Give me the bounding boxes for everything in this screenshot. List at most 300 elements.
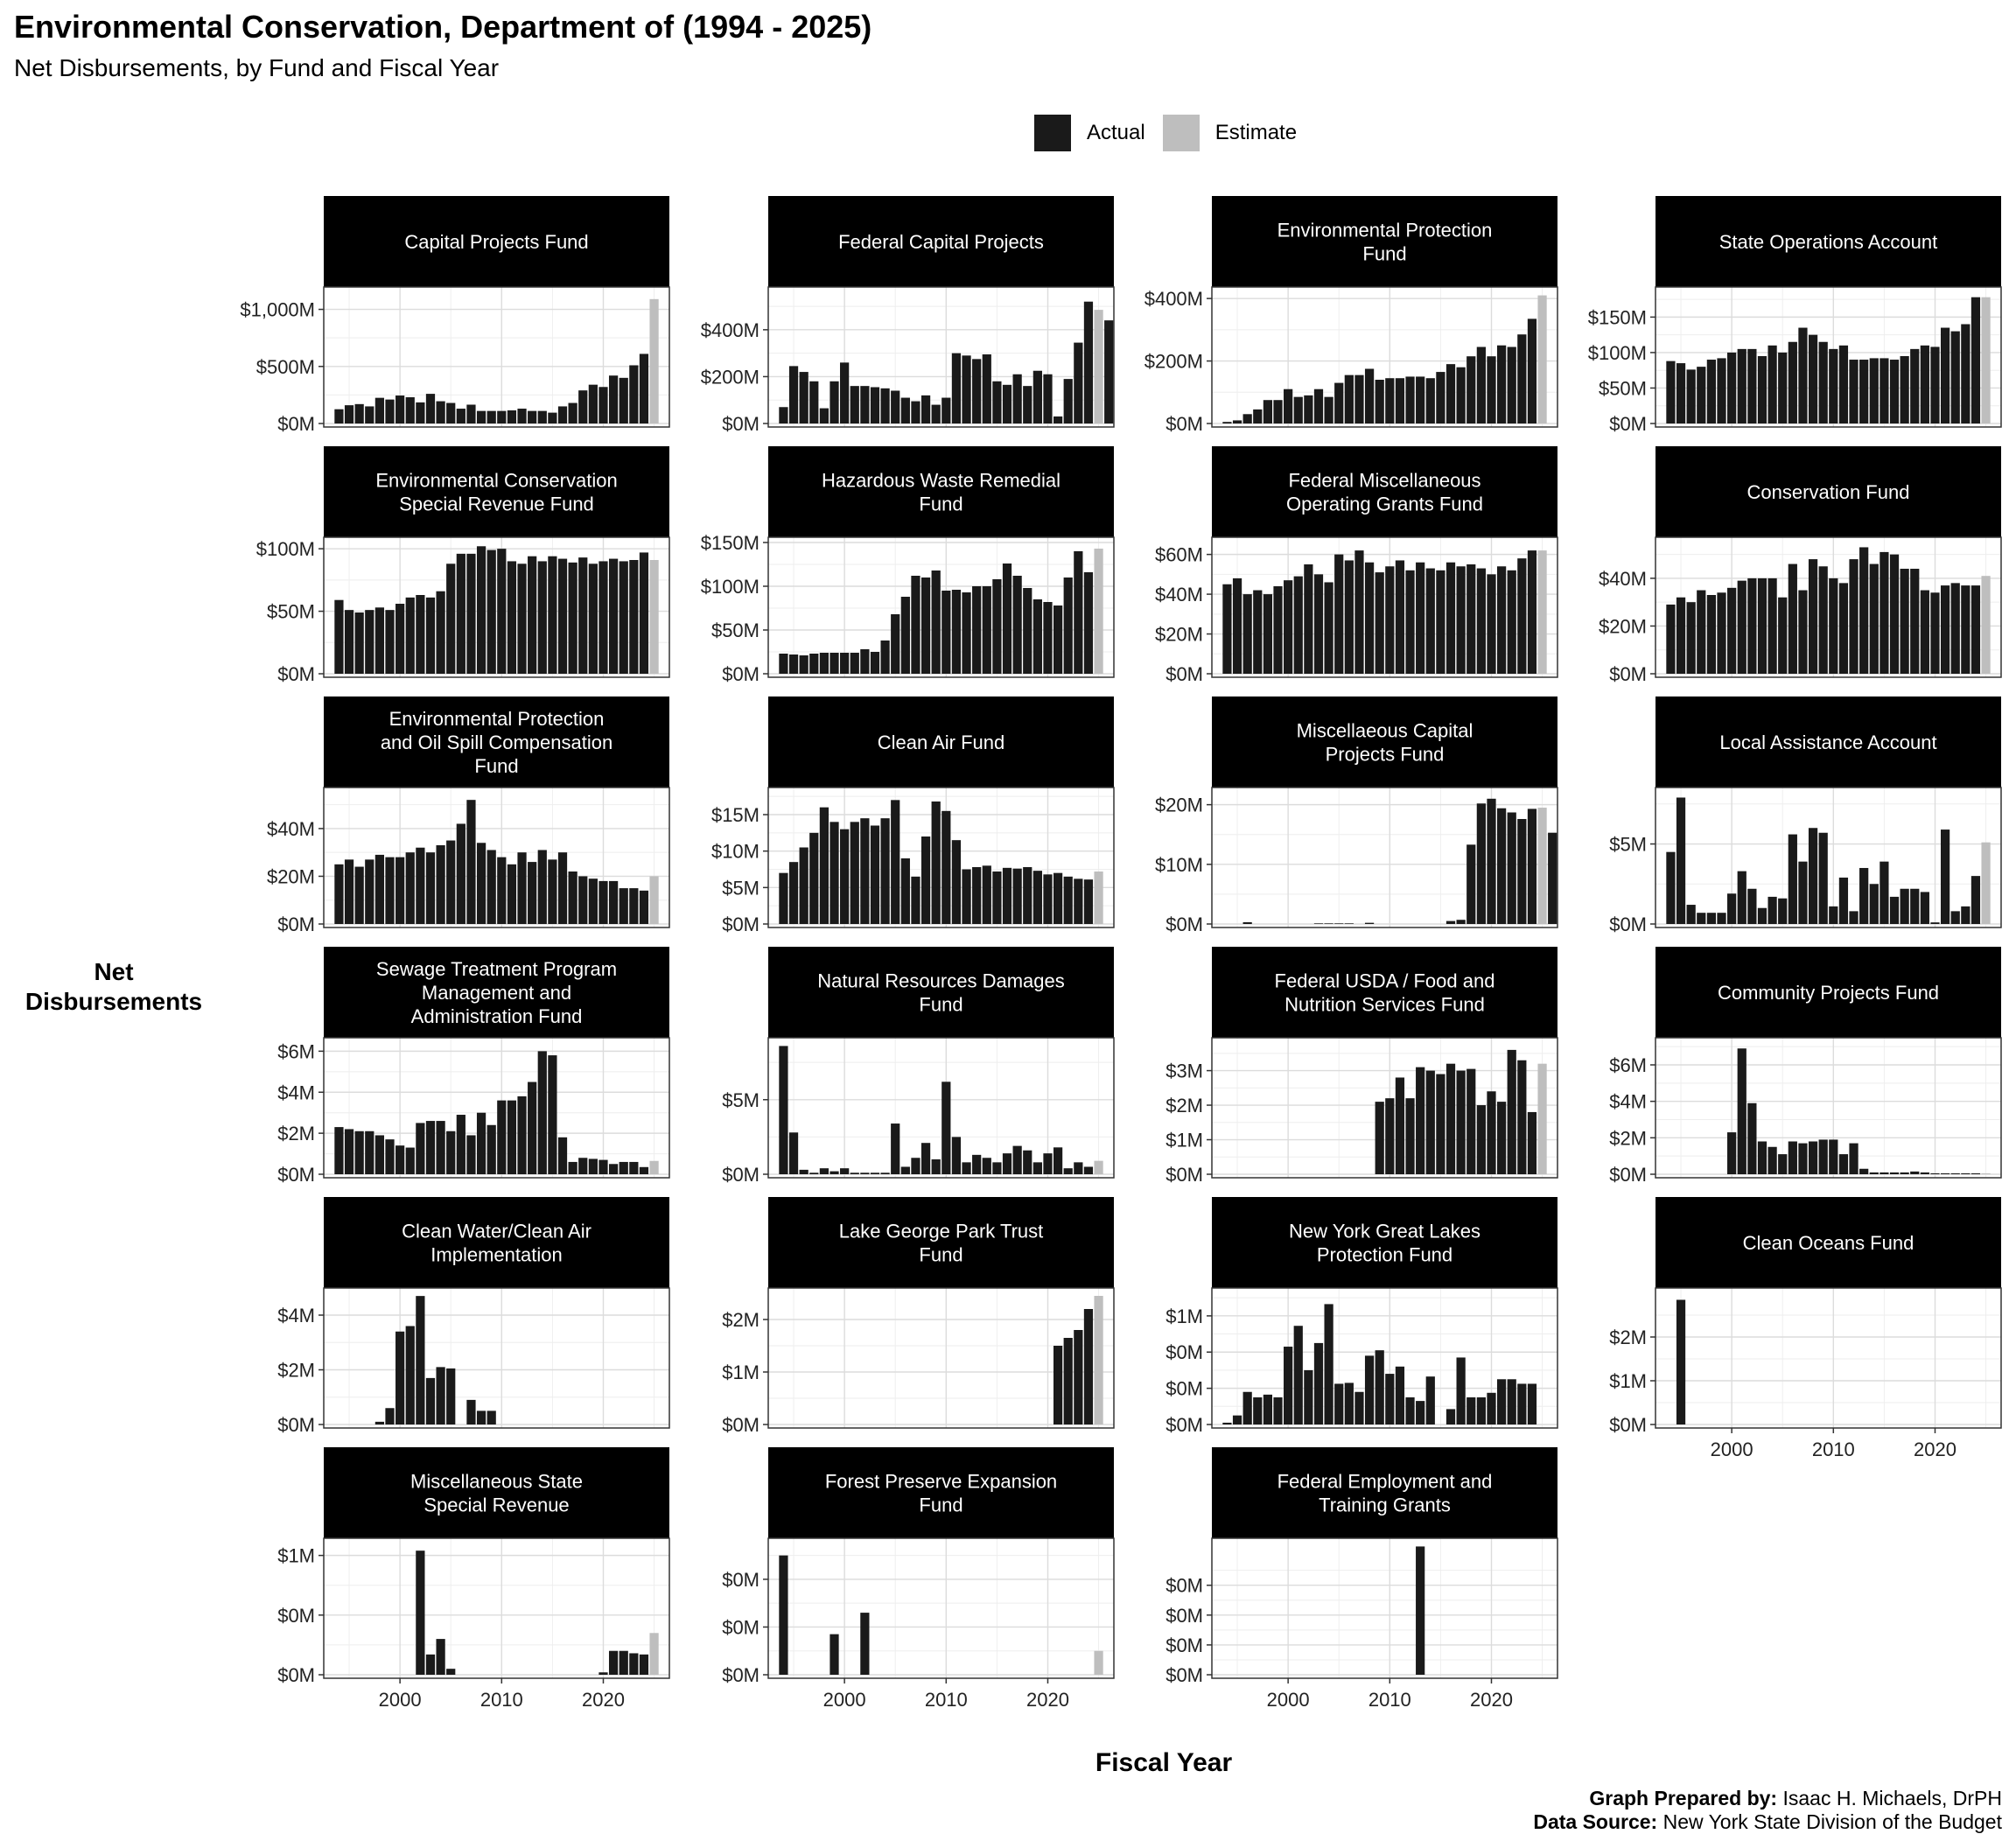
bar-actual xyxy=(1013,1146,1022,1174)
facet-strip-label: Miscellaeous Capital xyxy=(1296,719,1474,742)
bar-actual xyxy=(640,1167,648,1174)
bar-actual xyxy=(620,888,628,924)
bar-actual xyxy=(396,858,404,924)
bar-actual xyxy=(840,653,849,674)
x-tick-label: 2010 xyxy=(924,1689,968,1711)
y-tick-label: $20M xyxy=(1154,623,1203,646)
bar-actual xyxy=(1466,564,1475,674)
facet-panel xyxy=(1155,446,1558,685)
bar-actual xyxy=(1487,1393,1495,1424)
bar-actual xyxy=(1727,588,1736,674)
facet-strip-label: State Operations Account xyxy=(1718,231,1938,253)
bar-actual xyxy=(416,595,424,674)
facet-strip-label: Nutrition Services Fund xyxy=(1284,993,1485,1016)
facet-strip-label: Sewage Treatment Program xyxy=(375,958,618,980)
y-tick-label: $0M xyxy=(1166,1604,1203,1627)
bar-actual xyxy=(962,1162,970,1174)
facet-strip xyxy=(1212,446,1558,537)
bar-actual xyxy=(1666,605,1675,674)
facet-strip-label: Fund xyxy=(1362,242,1407,265)
facet-plot-area xyxy=(1212,1538,1558,1678)
bar-estimate xyxy=(1094,872,1102,924)
caption-source-value: New York State Division of the Budget xyxy=(1657,1810,2002,1833)
bar-actual xyxy=(891,614,900,674)
bar-actual xyxy=(620,378,628,424)
bar-actual xyxy=(1717,592,1726,674)
y-tick-label: $200M xyxy=(1144,350,1203,373)
bar-actual xyxy=(1747,889,1756,924)
bar-actual xyxy=(891,800,900,924)
bar-actual xyxy=(992,872,1001,924)
bar-actual xyxy=(820,1168,829,1174)
bar-actual xyxy=(1436,1074,1445,1174)
bar-actual xyxy=(1839,1154,1848,1174)
bar-actual xyxy=(983,1158,991,1174)
bar-actual xyxy=(487,550,496,674)
bar-actual xyxy=(1426,1376,1435,1424)
y-tick-label: $0M xyxy=(277,1164,315,1186)
bar-actual xyxy=(1528,808,1536,924)
bar-actual xyxy=(1961,324,1970,424)
y-tick-label: $0M xyxy=(277,914,315,935)
bar-actual xyxy=(1528,1383,1536,1424)
bar-actual xyxy=(779,407,788,424)
bar-actual xyxy=(385,400,394,424)
bar-actual xyxy=(426,852,435,924)
bar-actual xyxy=(1264,594,1272,674)
bar-actual xyxy=(1819,833,1828,924)
facet-panel xyxy=(701,196,1114,435)
bar-actual xyxy=(1054,416,1062,424)
bar-actual xyxy=(1426,378,1435,424)
facet-strip-label: Fund xyxy=(919,993,963,1016)
y-tick-label: $1M xyxy=(277,1544,315,1567)
y-tick-label: $100M xyxy=(700,576,760,598)
bar-actual xyxy=(1084,1309,1093,1424)
bar-actual xyxy=(1788,564,1797,674)
y-tick-label: $0M xyxy=(722,914,760,935)
bar-actual xyxy=(517,564,526,674)
bar-actual xyxy=(569,563,578,674)
bar-actual xyxy=(1508,1379,1516,1424)
bar-actual xyxy=(1023,588,1032,674)
facet-strip-label: Environmental Protection xyxy=(1277,219,1493,242)
bar-actual xyxy=(406,397,415,424)
bar-actual xyxy=(1003,564,1012,674)
bar-actual xyxy=(629,888,638,924)
bar-actual xyxy=(1930,592,1939,674)
bar-actual xyxy=(1043,874,1052,924)
bar-actual xyxy=(1416,1546,1424,1675)
bar-actual xyxy=(457,1115,466,1174)
bar-actual xyxy=(850,1172,859,1174)
bar-actual xyxy=(355,1131,364,1174)
bar-actual xyxy=(911,877,920,924)
y-tick-label: $0M xyxy=(1166,413,1203,435)
bar-actual xyxy=(609,1164,618,1174)
bar-actual xyxy=(426,1378,435,1424)
bar-actual xyxy=(416,1296,424,1424)
bar-actual xyxy=(1457,920,1466,924)
bar-actual xyxy=(850,386,859,424)
bar-actual xyxy=(598,1160,607,1174)
bar-actual xyxy=(1385,1374,1394,1424)
y-tick-label: $2M xyxy=(277,1359,315,1382)
bar-actual xyxy=(1273,400,1282,424)
bar-actual xyxy=(365,859,374,924)
bar-actual xyxy=(871,1172,879,1174)
bar-actual xyxy=(1941,328,1950,424)
bar-actual xyxy=(891,1124,900,1174)
bar-actual xyxy=(1416,376,1424,424)
bar-actual xyxy=(1446,1064,1455,1174)
bar-actual xyxy=(365,610,374,674)
y-tick-label: $6M xyxy=(277,1040,315,1063)
y-tick-label: $0M xyxy=(277,1664,315,1686)
y-tick-label: $2M xyxy=(1609,1326,1647,1348)
bar-estimate xyxy=(1094,1296,1102,1424)
y-tick-label: $100M xyxy=(256,538,315,561)
y-tick-label: $0M xyxy=(277,663,315,685)
bar-actual xyxy=(1345,923,1354,924)
bar-actual xyxy=(1788,1142,1797,1175)
bar-actual xyxy=(477,411,486,424)
y-tick-label: $0M xyxy=(1166,1377,1203,1400)
x-tick-label: 2000 xyxy=(378,1689,422,1711)
bar-actual xyxy=(942,398,950,424)
bar-actual xyxy=(446,564,455,674)
y-tick-label: $3M xyxy=(1166,1060,1203,1082)
bar-actual xyxy=(1405,1098,1414,1174)
bar-actual xyxy=(1334,555,1343,674)
facet-panel xyxy=(1609,696,2001,935)
bar-actual xyxy=(789,654,798,674)
bar-actual xyxy=(1666,361,1675,424)
bar-actual xyxy=(1074,1330,1082,1424)
facet-strip-label: Fund xyxy=(919,493,963,515)
bar-actual xyxy=(1074,343,1082,424)
bar-actual xyxy=(1104,320,1113,424)
bar-actual xyxy=(972,586,981,674)
bar-actual xyxy=(932,570,941,674)
bar-actual xyxy=(1707,360,1716,424)
bar-actual xyxy=(983,354,991,424)
y-tick-label: $5M xyxy=(722,1088,760,1111)
y-tick-label: $0M xyxy=(1609,1414,1647,1436)
bar-actual xyxy=(1528,318,1536,424)
x-tick-label: 2020 xyxy=(1470,1689,1513,1711)
bar-actual xyxy=(446,1368,455,1424)
y-tick-label: $150M xyxy=(1587,306,1647,329)
bar-actual xyxy=(1900,1172,1909,1174)
bar-actual xyxy=(1900,569,1909,674)
bar-actual xyxy=(436,1639,444,1675)
bar-actual xyxy=(416,1550,424,1675)
bar-actual xyxy=(1809,828,1817,924)
bar-actual xyxy=(1870,358,1879,424)
bar-actual xyxy=(1054,1346,1062,1424)
bar-actual xyxy=(1859,1169,1868,1174)
bar-actual xyxy=(1768,1147,1776,1174)
bar-actual xyxy=(1788,342,1797,424)
bar-actual xyxy=(477,843,486,924)
bar-actual xyxy=(558,1138,567,1174)
y-tick-label: $1M xyxy=(1166,1305,1203,1327)
bar-actual xyxy=(1314,923,1323,924)
bar-actual xyxy=(1487,574,1495,674)
y-tick-label: $500M xyxy=(256,355,315,378)
bar-actual xyxy=(972,359,981,424)
bar-actual xyxy=(921,396,930,424)
y-tick-label: $2M xyxy=(722,1309,760,1331)
bar-actual xyxy=(860,1172,869,1174)
y-tick-label: $400M xyxy=(700,318,760,341)
bar-actual xyxy=(1416,563,1424,674)
bar-actual xyxy=(1676,363,1685,424)
bar-actual xyxy=(820,409,829,424)
bar-actual xyxy=(1829,906,1838,924)
facet-strip xyxy=(1212,1447,1558,1538)
bar-actual xyxy=(1687,369,1696,424)
bar-actual xyxy=(1941,830,1950,924)
bar-actual xyxy=(992,382,1001,424)
bar-actual xyxy=(840,830,849,924)
bar-actual xyxy=(1477,347,1486,424)
facet-panel xyxy=(277,1197,669,1436)
facet-strip-label: Clean Oceans Fund xyxy=(1742,1232,1914,1254)
facet-panel xyxy=(1609,947,2001,1186)
bar-actual xyxy=(830,653,838,674)
bar-actual xyxy=(1365,1355,1374,1424)
bar-actual xyxy=(1839,583,1848,674)
bar-actual xyxy=(1426,569,1435,674)
facet-strip xyxy=(324,1197,669,1288)
bar-actual xyxy=(1345,375,1354,424)
bar-actual xyxy=(1314,1343,1323,1424)
bar-actual xyxy=(1747,349,1756,424)
bar-actual xyxy=(880,1172,889,1174)
bar-actual xyxy=(1880,1172,1888,1174)
bar-actual xyxy=(640,1655,648,1675)
bar-actual xyxy=(952,354,961,424)
bar-actual xyxy=(1446,1409,1455,1424)
bar-actual xyxy=(640,891,648,924)
bar-actual xyxy=(1809,1142,1817,1175)
bar-actual xyxy=(558,406,567,424)
bar-actual xyxy=(921,578,930,674)
bar-actual xyxy=(1345,1382,1354,1424)
bar-actual xyxy=(880,388,889,424)
bar-actual xyxy=(365,1131,374,1174)
bar-actual xyxy=(426,1655,435,1675)
bar-actual xyxy=(528,1082,536,1174)
y-tick-label: $20M xyxy=(1154,794,1203,816)
bar-actual xyxy=(1033,599,1042,674)
bar-actual xyxy=(345,610,354,674)
bar-actual xyxy=(1354,1392,1363,1424)
bar-actual xyxy=(1870,884,1879,924)
bar-actual xyxy=(1758,1142,1767,1175)
bar-actual xyxy=(1084,879,1093,924)
bar-estimate xyxy=(649,876,658,924)
bar-actual xyxy=(1354,375,1363,424)
facet-strip xyxy=(324,1447,669,1538)
bar-actual xyxy=(1376,1102,1384,1174)
bar-actual xyxy=(1829,349,1838,424)
y-tick-label: $15M xyxy=(710,804,760,826)
bar-actual xyxy=(1717,913,1726,924)
bar-actual xyxy=(1074,1162,1082,1174)
bar-actual xyxy=(548,556,556,674)
bar-actual xyxy=(1778,598,1787,674)
bar-actual xyxy=(385,1408,394,1424)
y-tick-label: $0M xyxy=(1166,1664,1203,1686)
bar-actual xyxy=(901,597,910,674)
bar-actual xyxy=(1961,585,1970,674)
bar-actual xyxy=(436,592,444,674)
facet-panel xyxy=(722,1197,1114,1436)
bar-actual xyxy=(789,862,798,924)
y-tick-label: $2M xyxy=(1609,1127,1647,1150)
y-tick-label: $40M xyxy=(1154,584,1203,606)
bar-actual xyxy=(355,612,364,674)
bar-actual xyxy=(1396,1077,1404,1174)
chart-subtitle: Net Disbursements, by Fund and Fiscal Year xyxy=(14,54,500,81)
bar-actual xyxy=(1376,1350,1384,1424)
bar-actual xyxy=(620,1162,628,1174)
bar-actual xyxy=(1921,1172,1929,1174)
bar-actual xyxy=(779,1046,788,1174)
bar-actual xyxy=(921,836,930,924)
bar-actual xyxy=(1941,585,1950,674)
bar-estimate xyxy=(1094,549,1102,674)
bar-actual xyxy=(1054,606,1062,674)
bar-actual xyxy=(1971,298,1980,424)
y-tick-label: $2M xyxy=(1166,1095,1203,1117)
bar-actual xyxy=(1314,389,1323,424)
bar-actual xyxy=(962,870,970,925)
bar-actual xyxy=(598,561,607,674)
bar-actual xyxy=(1385,1098,1394,1174)
bar-actual xyxy=(1849,360,1858,424)
bar-actual xyxy=(880,818,889,924)
bar-actual xyxy=(1768,346,1776,424)
bar-actual xyxy=(850,822,859,924)
bar-actual xyxy=(820,808,829,924)
bar-actual xyxy=(1264,1395,1272,1424)
bar-actual xyxy=(1890,1172,1899,1174)
bar-actual xyxy=(497,411,506,424)
x-tick-label: 2020 xyxy=(582,1689,625,1711)
bar-actual xyxy=(1284,580,1292,674)
x-tick-label: 2000 xyxy=(1266,1689,1310,1711)
bar-actual xyxy=(1003,385,1012,424)
bar-actual xyxy=(1243,594,1252,674)
bar-actual xyxy=(1798,1144,1807,1174)
facet-strip-label: New York Great Lakes xyxy=(1289,1220,1480,1242)
bar-actual xyxy=(1376,572,1384,674)
bar-actual xyxy=(416,848,424,924)
bar-actual xyxy=(1900,356,1909,424)
bar-actual xyxy=(1253,410,1262,424)
bar-actual xyxy=(629,560,638,674)
facet-panel xyxy=(1166,1447,1558,1711)
bar-actual xyxy=(850,653,859,674)
y-tick-label: $0M xyxy=(1609,914,1647,935)
bar-actual xyxy=(1849,911,1858,924)
bar-actual xyxy=(558,559,567,674)
bar-actual xyxy=(860,818,869,924)
bar-actual xyxy=(1921,346,1929,424)
x-axis-label: Fiscal Year xyxy=(1095,1748,1233,1777)
bar-actual xyxy=(1314,574,1323,674)
bar-actual xyxy=(1294,577,1303,674)
bar-actual xyxy=(457,823,466,924)
y-tick-label: $0M xyxy=(1166,1634,1203,1656)
bar-actual xyxy=(548,413,556,424)
bar-actual xyxy=(548,1055,556,1174)
bar-actual xyxy=(871,652,879,674)
bar-actual xyxy=(1243,922,1252,924)
bar-actual xyxy=(446,1131,455,1174)
facet-strip-label: Protection Fund xyxy=(1316,1243,1453,1266)
caption-prepared-value: Isaac H. Michaels, DrPH xyxy=(1777,1787,2002,1810)
facet-panel xyxy=(1144,196,1558,435)
bar-actual xyxy=(1385,378,1394,424)
bar-actual xyxy=(345,405,354,424)
bar-actual xyxy=(1457,368,1466,424)
bar-actual xyxy=(911,1158,920,1174)
bar-actual xyxy=(1405,570,1414,674)
facet-plot-area xyxy=(768,287,1114,427)
bar-estimate xyxy=(1094,1161,1102,1174)
bar-actual xyxy=(1466,356,1475,424)
facet-strip-label: Management and xyxy=(421,982,572,1004)
bar-actual xyxy=(800,655,808,674)
bar-actual xyxy=(1405,376,1414,424)
bar-actual xyxy=(1517,1060,1526,1174)
bar-actual xyxy=(992,579,1001,674)
bar-actual xyxy=(880,640,889,674)
facet-strip xyxy=(1212,947,1558,1038)
bar-actual xyxy=(589,878,598,924)
bar-actual xyxy=(1033,1162,1042,1174)
facet-panel xyxy=(277,1447,669,1711)
y-tick-label: $4M xyxy=(277,1082,315,1104)
y-tick-label: $1,000M xyxy=(240,298,315,321)
bar-actual xyxy=(538,411,547,424)
bar-actual xyxy=(578,557,587,674)
bar-actual xyxy=(1758,908,1767,924)
bar-actual xyxy=(871,826,879,925)
bar-actual xyxy=(477,1113,486,1174)
y-tick-label: $1M xyxy=(722,1362,760,1383)
y-tick-label: $0M xyxy=(722,663,760,685)
bar-estimate xyxy=(1094,1651,1102,1675)
bar-actual xyxy=(1829,578,1838,674)
bar-actual xyxy=(385,610,394,674)
bar-actual xyxy=(1921,591,1929,674)
facet-strip-label: Special Revenue xyxy=(424,1494,570,1516)
facet-strip-label: Projects Fund xyxy=(1325,743,1445,766)
bar-actual xyxy=(1334,383,1343,424)
bar-actual xyxy=(1961,906,1970,924)
bar-actual xyxy=(1497,566,1506,674)
bar-actual xyxy=(1043,602,1052,674)
bar-actual xyxy=(558,852,567,924)
bar-actual xyxy=(1064,379,1073,424)
bar-actual xyxy=(1829,1139,1838,1174)
